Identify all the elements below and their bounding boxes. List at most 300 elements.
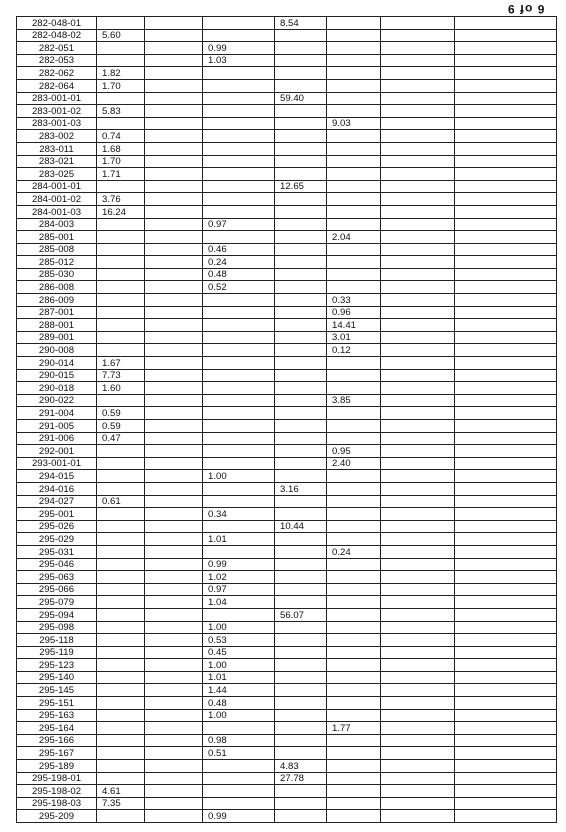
value-cell	[145, 747, 203, 760]
table-row	[17, 344, 557, 357]
value-cell	[97, 92, 145, 105]
value-cell	[381, 646, 455, 659]
parcel-code-cell: 295-164	[17, 722, 97, 735]
table-row	[17, 482, 557, 495]
value-cell	[275, 457, 327, 470]
table-row	[17, 407, 557, 420]
value-cell: 1.00	[203, 659, 275, 672]
value-cell	[97, 734, 145, 747]
value-cell	[97, 533, 145, 546]
value-cell	[381, 294, 455, 307]
value-cell	[145, 142, 203, 155]
value-cell	[381, 671, 455, 684]
table-row	[17, 420, 557, 433]
value-cell	[145, 697, 203, 710]
value-cell	[455, 54, 557, 67]
parcel-code-cell: 283-021	[17, 155, 97, 168]
value-cell	[381, 243, 455, 256]
value-cell	[455, 407, 557, 420]
parcel-code-cell: 295-046	[17, 558, 97, 571]
value-cell	[145, 357, 203, 370]
value-cell	[455, 671, 557, 684]
value-cell	[275, 357, 327, 370]
parcel-code-cell: 285-008	[17, 243, 97, 256]
value-cell	[455, 621, 557, 634]
value-cell	[455, 747, 557, 760]
value-cell	[381, 470, 455, 483]
value-cell: 0.46	[203, 243, 275, 256]
value-cell: 5.60	[97, 29, 145, 42]
value-cell	[381, 268, 455, 281]
table-row	[17, 243, 557, 256]
value-cell	[327, 407, 381, 420]
value-cell: 0.99	[203, 42, 275, 55]
value-cell: 2.40	[327, 457, 381, 470]
value-cell	[97, 394, 145, 407]
parcel-code-cell: 295-063	[17, 571, 97, 584]
value-cell	[455, 495, 557, 508]
value-cell	[381, 709, 455, 722]
parcel-code-cell: 284-001-01	[17, 180, 97, 193]
value-cell	[381, 785, 455, 798]
value-cell: 1.00	[203, 621, 275, 634]
value-cell	[275, 470, 327, 483]
value-cell	[145, 495, 203, 508]
value-cell	[97, 268, 145, 281]
value-cell	[327, 785, 381, 798]
value-cell	[203, 369, 275, 382]
value-cell	[381, 760, 455, 773]
table-row	[17, 520, 557, 533]
value-cell	[455, 79, 557, 92]
value-cell: 12.65	[275, 180, 327, 193]
parcel-code-cell: 287-001	[17, 306, 97, 319]
table-row	[17, 785, 557, 798]
value-cell	[145, 520, 203, 533]
value-cell	[327, 659, 381, 672]
value-cell	[275, 42, 327, 55]
value-cell	[97, 697, 145, 710]
value-cell	[455, 357, 557, 370]
value-cell	[275, 79, 327, 92]
value-cell	[203, 155, 275, 168]
value-cell	[327, 533, 381, 546]
value-cell: 0.48	[203, 697, 275, 710]
parcel-code-cell: 290-014	[17, 357, 97, 370]
table-row	[17, 621, 557, 634]
parcel-table-sheet	[16, 16, 556, 823]
table-row	[17, 155, 557, 168]
value-cell	[381, 722, 455, 735]
parcel-code-cell: 285-030	[17, 268, 97, 281]
value-cell: 2.04	[327, 231, 381, 244]
value-cell	[455, 281, 557, 294]
value-cell	[97, 684, 145, 697]
value-cell	[275, 54, 327, 67]
value-cell	[203, 17, 275, 30]
table-row	[17, 608, 557, 621]
parcel-code-cell: 294-015	[17, 470, 97, 483]
value-cell	[203, 760, 275, 773]
value-cell	[145, 596, 203, 609]
parcel-code-cell: 295-118	[17, 634, 97, 647]
value-cell	[203, 193, 275, 206]
value-cell	[455, 369, 557, 382]
value-cell	[381, 180, 455, 193]
value-cell	[381, 747, 455, 760]
value-cell	[145, 571, 203, 584]
value-cell	[145, 420, 203, 433]
parcel-code-cell: 284-001-02	[17, 193, 97, 206]
value-cell	[145, 684, 203, 697]
value-cell	[145, 294, 203, 307]
value-cell	[455, 533, 557, 546]
value-cell	[275, 130, 327, 143]
value-cell	[203, 168, 275, 181]
parcel-code-cell: 283-002	[17, 130, 97, 143]
parcel-code-cell: 295-209	[17, 810, 97, 823]
value-cell: 10.44	[275, 520, 327, 533]
value-cell	[275, 369, 327, 382]
table-row	[17, 634, 557, 647]
value-cell	[145, 407, 203, 420]
value-cell: 0.33	[327, 294, 381, 307]
value-cell	[455, 193, 557, 206]
value-cell	[327, 357, 381, 370]
value-cell	[455, 105, 557, 118]
value-cell	[97, 545, 145, 558]
value-cell	[203, 231, 275, 244]
value-cell	[97, 256, 145, 269]
value-cell	[275, 67, 327, 80]
value-cell	[327, 420, 381, 433]
value-cell	[381, 168, 455, 181]
value-cell: 1.82	[97, 67, 145, 80]
value-cell: 1.03	[203, 54, 275, 67]
value-cell	[145, 256, 203, 269]
value-cell: 56.07	[275, 608, 327, 621]
value-cell	[327, 168, 381, 181]
value-cell	[381, 634, 455, 647]
value-cell	[455, 168, 557, 181]
value-cell: 9.03	[327, 117, 381, 130]
value-cell	[455, 482, 557, 495]
value-cell	[203, 306, 275, 319]
value-cell	[381, 508, 455, 521]
value-cell	[275, 432, 327, 445]
value-cell	[145, 268, 203, 281]
value-cell: 0.74	[97, 130, 145, 143]
value-cell	[327, 671, 381, 684]
parcel-code-cell: 294-016	[17, 482, 97, 495]
value-cell: 0.95	[327, 445, 381, 458]
value-cell: 1.01	[203, 671, 275, 684]
value-cell	[455, 684, 557, 697]
value-cell: 0.99	[203, 558, 275, 571]
value-cell	[275, 558, 327, 571]
value-cell	[145, 634, 203, 647]
table-row	[17, 797, 557, 810]
value-cell	[145, 646, 203, 659]
value-cell	[455, 331, 557, 344]
table-row	[17, 67, 557, 80]
value-cell: 1.70	[97, 155, 145, 168]
value-cell: 1.67	[97, 357, 145, 370]
value-cell	[145, 734, 203, 747]
value-cell	[275, 394, 327, 407]
parcel-code-cell: 285-012	[17, 256, 97, 269]
value-cell	[275, 117, 327, 130]
value-cell	[97, 319, 145, 332]
value-cell	[275, 306, 327, 319]
value-cell	[455, 231, 557, 244]
value-cell	[97, 558, 145, 571]
value-cell	[203, 180, 275, 193]
value-cell	[275, 281, 327, 294]
table-row	[17, 130, 557, 143]
value-cell	[145, 797, 203, 810]
parcel-code-cell: 290-022	[17, 394, 97, 407]
value-cell	[381, 445, 455, 458]
value-cell	[203, 331, 275, 344]
value-cell	[381, 545, 455, 558]
value-cell	[381, 105, 455, 118]
value-cell: 0.12	[327, 344, 381, 357]
value-cell: 1.44	[203, 684, 275, 697]
parcel-code-cell: 282-048-02	[17, 29, 97, 42]
value-cell	[327, 281, 381, 294]
value-cell	[381, 17, 455, 30]
parcel-code-cell: 295-167	[17, 747, 97, 760]
value-cell	[97, 747, 145, 760]
value-cell	[145, 231, 203, 244]
parcel-code-cell: 282-053	[17, 54, 97, 67]
value-cell	[455, 268, 557, 281]
value-cell	[381, 432, 455, 445]
table-row	[17, 294, 557, 307]
table-row	[17, 697, 557, 710]
value-cell	[97, 42, 145, 55]
value-cell: 59.40	[275, 92, 327, 105]
value-cell	[97, 294, 145, 307]
value-cell	[97, 709, 145, 722]
value-cell: 0.99	[203, 810, 275, 823]
value-cell	[145, 193, 203, 206]
value-cell	[203, 785, 275, 798]
value-cell	[203, 105, 275, 118]
value-cell	[381, 117, 455, 130]
value-cell	[455, 760, 557, 773]
value-cell	[97, 331, 145, 344]
value-cell	[275, 294, 327, 307]
table-row	[17, 646, 557, 659]
value-cell: 0.97	[203, 583, 275, 596]
value-cell	[455, 659, 557, 672]
value-cell	[275, 671, 327, 684]
table-row	[17, 357, 557, 370]
value-cell	[381, 558, 455, 571]
value-cell: 3.01	[327, 331, 381, 344]
parcel-code-cell: 295-140	[17, 671, 97, 684]
value-cell	[327, 382, 381, 395]
value-cell	[455, 457, 557, 470]
table-row	[17, 470, 557, 483]
value-cell	[381, 520, 455, 533]
value-cell	[145, 760, 203, 773]
value-cell	[381, 256, 455, 269]
value-cell	[455, 772, 557, 785]
value-cell	[455, 470, 557, 483]
value-cell: 1.01	[203, 533, 275, 546]
table-row	[17, 659, 557, 672]
table-row	[17, 722, 557, 735]
value-cell	[203, 29, 275, 42]
table-row	[17, 432, 557, 445]
value-cell	[327, 268, 381, 281]
value-cell	[327, 583, 381, 596]
value-cell	[275, 508, 327, 521]
value-cell	[381, 382, 455, 395]
parcel-code-cell: 290-018	[17, 382, 97, 395]
parcel-code-cell: 291-004	[17, 407, 97, 420]
value-cell	[203, 92, 275, 105]
value-cell: 1.77	[327, 722, 381, 735]
table-row	[17, 218, 557, 231]
value-cell	[327, 17, 381, 30]
table-row	[17, 684, 557, 697]
table-row	[17, 445, 557, 458]
parcel-code-cell: 295-163	[17, 709, 97, 722]
value-cell	[203, 545, 275, 558]
value-cell	[203, 117, 275, 130]
value-cell	[455, 734, 557, 747]
value-cell: 3.85	[327, 394, 381, 407]
value-cell	[381, 306, 455, 319]
value-cell	[327, 29, 381, 42]
value-cell	[381, 331, 455, 344]
value-cell	[327, 105, 381, 118]
value-cell	[275, 243, 327, 256]
parcel-code-cell: 295-079	[17, 596, 97, 609]
parcel-code-cell: 295-198-02	[17, 785, 97, 798]
value-cell	[145, 29, 203, 42]
value-cell: 0.97	[203, 218, 275, 231]
table-row	[17, 117, 557, 130]
parcel-code-cell: 295-001	[17, 508, 97, 521]
value-cell	[327, 130, 381, 143]
value-cell	[381, 130, 455, 143]
value-cell	[203, 319, 275, 332]
value-cell	[97, 583, 145, 596]
value-cell	[97, 671, 145, 684]
value-cell	[97, 281, 145, 294]
value-cell	[381, 54, 455, 67]
value-cell	[145, 54, 203, 67]
value-cell	[145, 709, 203, 722]
value-cell	[203, 344, 275, 357]
value-cell	[97, 596, 145, 609]
parcel-code-cell: 291-005	[17, 420, 97, 433]
value-cell	[145, 105, 203, 118]
table-row	[17, 671, 557, 684]
value-cell	[381, 142, 455, 155]
value-cell	[97, 621, 145, 634]
value-cell	[275, 684, 327, 697]
value-cell	[381, 319, 455, 332]
value-cell	[327, 205, 381, 218]
table-row	[17, 306, 557, 319]
value-cell	[145, 92, 203, 105]
value-cell	[145, 319, 203, 332]
value-cell	[97, 772, 145, 785]
value-cell	[327, 508, 381, 521]
value-cell	[275, 583, 327, 596]
value-cell: 0.34	[203, 508, 275, 521]
value-cell	[97, 17, 145, 30]
value-cell	[203, 608, 275, 621]
value-cell	[381, 67, 455, 80]
value-cell	[275, 193, 327, 206]
parcel-code-cell: 295-166	[17, 734, 97, 747]
value-cell	[327, 810, 381, 823]
value-cell	[327, 142, 381, 155]
value-cell	[145, 457, 203, 470]
value-cell	[381, 344, 455, 357]
value-cell: 0.53	[203, 634, 275, 647]
value-cell	[381, 29, 455, 42]
value-cell	[97, 344, 145, 357]
parcel-code-cell: 292-001	[17, 445, 97, 458]
value-cell	[145, 772, 203, 785]
value-cell	[275, 697, 327, 710]
table-row	[17, 142, 557, 155]
value-cell	[97, 520, 145, 533]
parcel-code-cell: 283-011	[17, 142, 97, 155]
value-cell: 0.51	[203, 747, 275, 760]
value-cell	[327, 218, 381, 231]
value-cell	[327, 256, 381, 269]
table-row	[17, 558, 557, 571]
parcel-code-cell: 282-062	[17, 67, 97, 80]
value-cell	[327, 697, 381, 710]
value-cell	[455, 394, 557, 407]
value-cell	[275, 344, 327, 357]
value-cell: 1.70	[97, 79, 145, 92]
parcel-code-cell: 295-151	[17, 697, 97, 710]
table-row	[17, 180, 557, 193]
value-cell	[203, 205, 275, 218]
value-cell	[381, 155, 455, 168]
value-cell	[97, 634, 145, 647]
parcel-table	[16, 16, 557, 823]
value-cell	[97, 117, 145, 130]
value-cell	[455, 17, 557, 30]
value-cell	[381, 457, 455, 470]
parcel-code-cell: 291-006	[17, 432, 97, 445]
value-cell	[145, 243, 203, 256]
value-cell: 0.61	[97, 495, 145, 508]
value-cell	[275, 29, 327, 42]
parcel-code-cell: 283-001-03	[17, 117, 97, 130]
value-cell: 16.24	[97, 205, 145, 218]
value-cell	[203, 130, 275, 143]
parcel-code-cell: 286-009	[17, 294, 97, 307]
value-cell	[275, 319, 327, 332]
value-cell: 1.00	[203, 470, 275, 483]
value-cell	[203, 420, 275, 433]
table-row	[17, 331, 557, 344]
value-cell: 0.59	[97, 420, 145, 433]
